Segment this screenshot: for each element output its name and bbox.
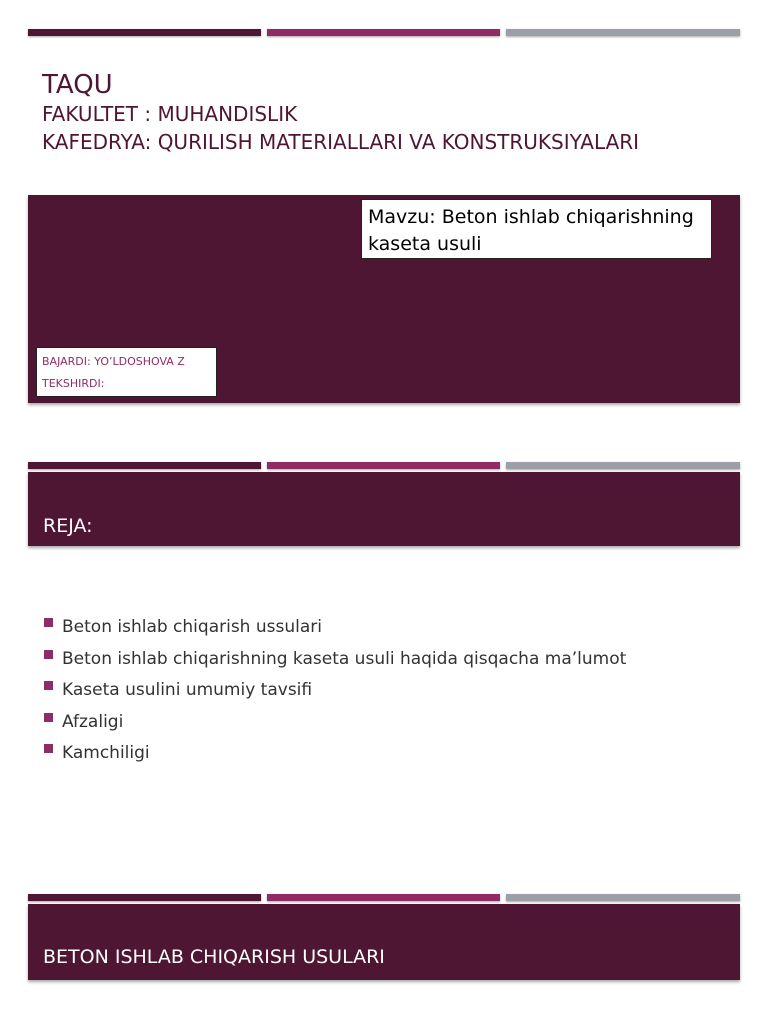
section-title-band xyxy=(28,904,740,980)
square-bullet-icon xyxy=(44,744,53,753)
plan-list xyxy=(44,612,626,770)
slide3-stripe-bar xyxy=(28,894,740,902)
stripe-plum xyxy=(28,462,261,469)
stripe-magenta xyxy=(267,462,500,469)
square-bullet-icon xyxy=(44,681,53,690)
list-item: Kamchiligi xyxy=(44,738,626,770)
faculty-line: FAKULTET : MUHANDISLIK xyxy=(42,102,298,126)
top-stripe-bar xyxy=(28,29,740,37)
done-by-label: BAJARDI: YO’LDOSHOVA Z xyxy=(42,355,185,368)
stripe-magenta xyxy=(267,894,500,901)
stripe-plum xyxy=(28,29,261,36)
university-title: TAQU xyxy=(42,70,113,100)
square-bullet-icon xyxy=(44,713,53,722)
list-item: Kaseta usulini umumiy tavsifi xyxy=(44,675,626,707)
stripe-gray xyxy=(506,894,740,901)
topic-box: Mavzu: Beton ishlab chiqarishning kaseta usuli xyxy=(361,199,712,259)
list-item: Beton ishlab chiqarish ussulari xyxy=(44,612,626,644)
stripe-gray xyxy=(506,29,740,36)
stripe-magenta xyxy=(267,29,500,36)
slide2-stripe-bar xyxy=(28,462,740,470)
title-block xyxy=(42,70,639,156)
list-item: Afzaligi xyxy=(44,707,626,739)
section-title: BETON ISHLAB CHIQARISH USULARI xyxy=(43,946,385,968)
stripe-gray xyxy=(506,462,740,469)
department-line: KAFEDRYA: QURILISH MATERIALLARI VA KONSTRUKSIYALARI xyxy=(42,130,640,154)
credits-box xyxy=(36,347,217,397)
stripe-plum xyxy=(28,894,261,901)
plan-title: REJA: xyxy=(43,515,93,537)
list-item: Beton ishlab chiqarishning kaseta usuli haqida qisqacha ma’lumot xyxy=(44,644,626,676)
square-bullet-icon xyxy=(44,618,53,627)
square-bullet-icon xyxy=(44,650,53,659)
checked-by-label: TEKSHIRDI: xyxy=(42,377,105,390)
plan-title-band xyxy=(28,472,740,546)
